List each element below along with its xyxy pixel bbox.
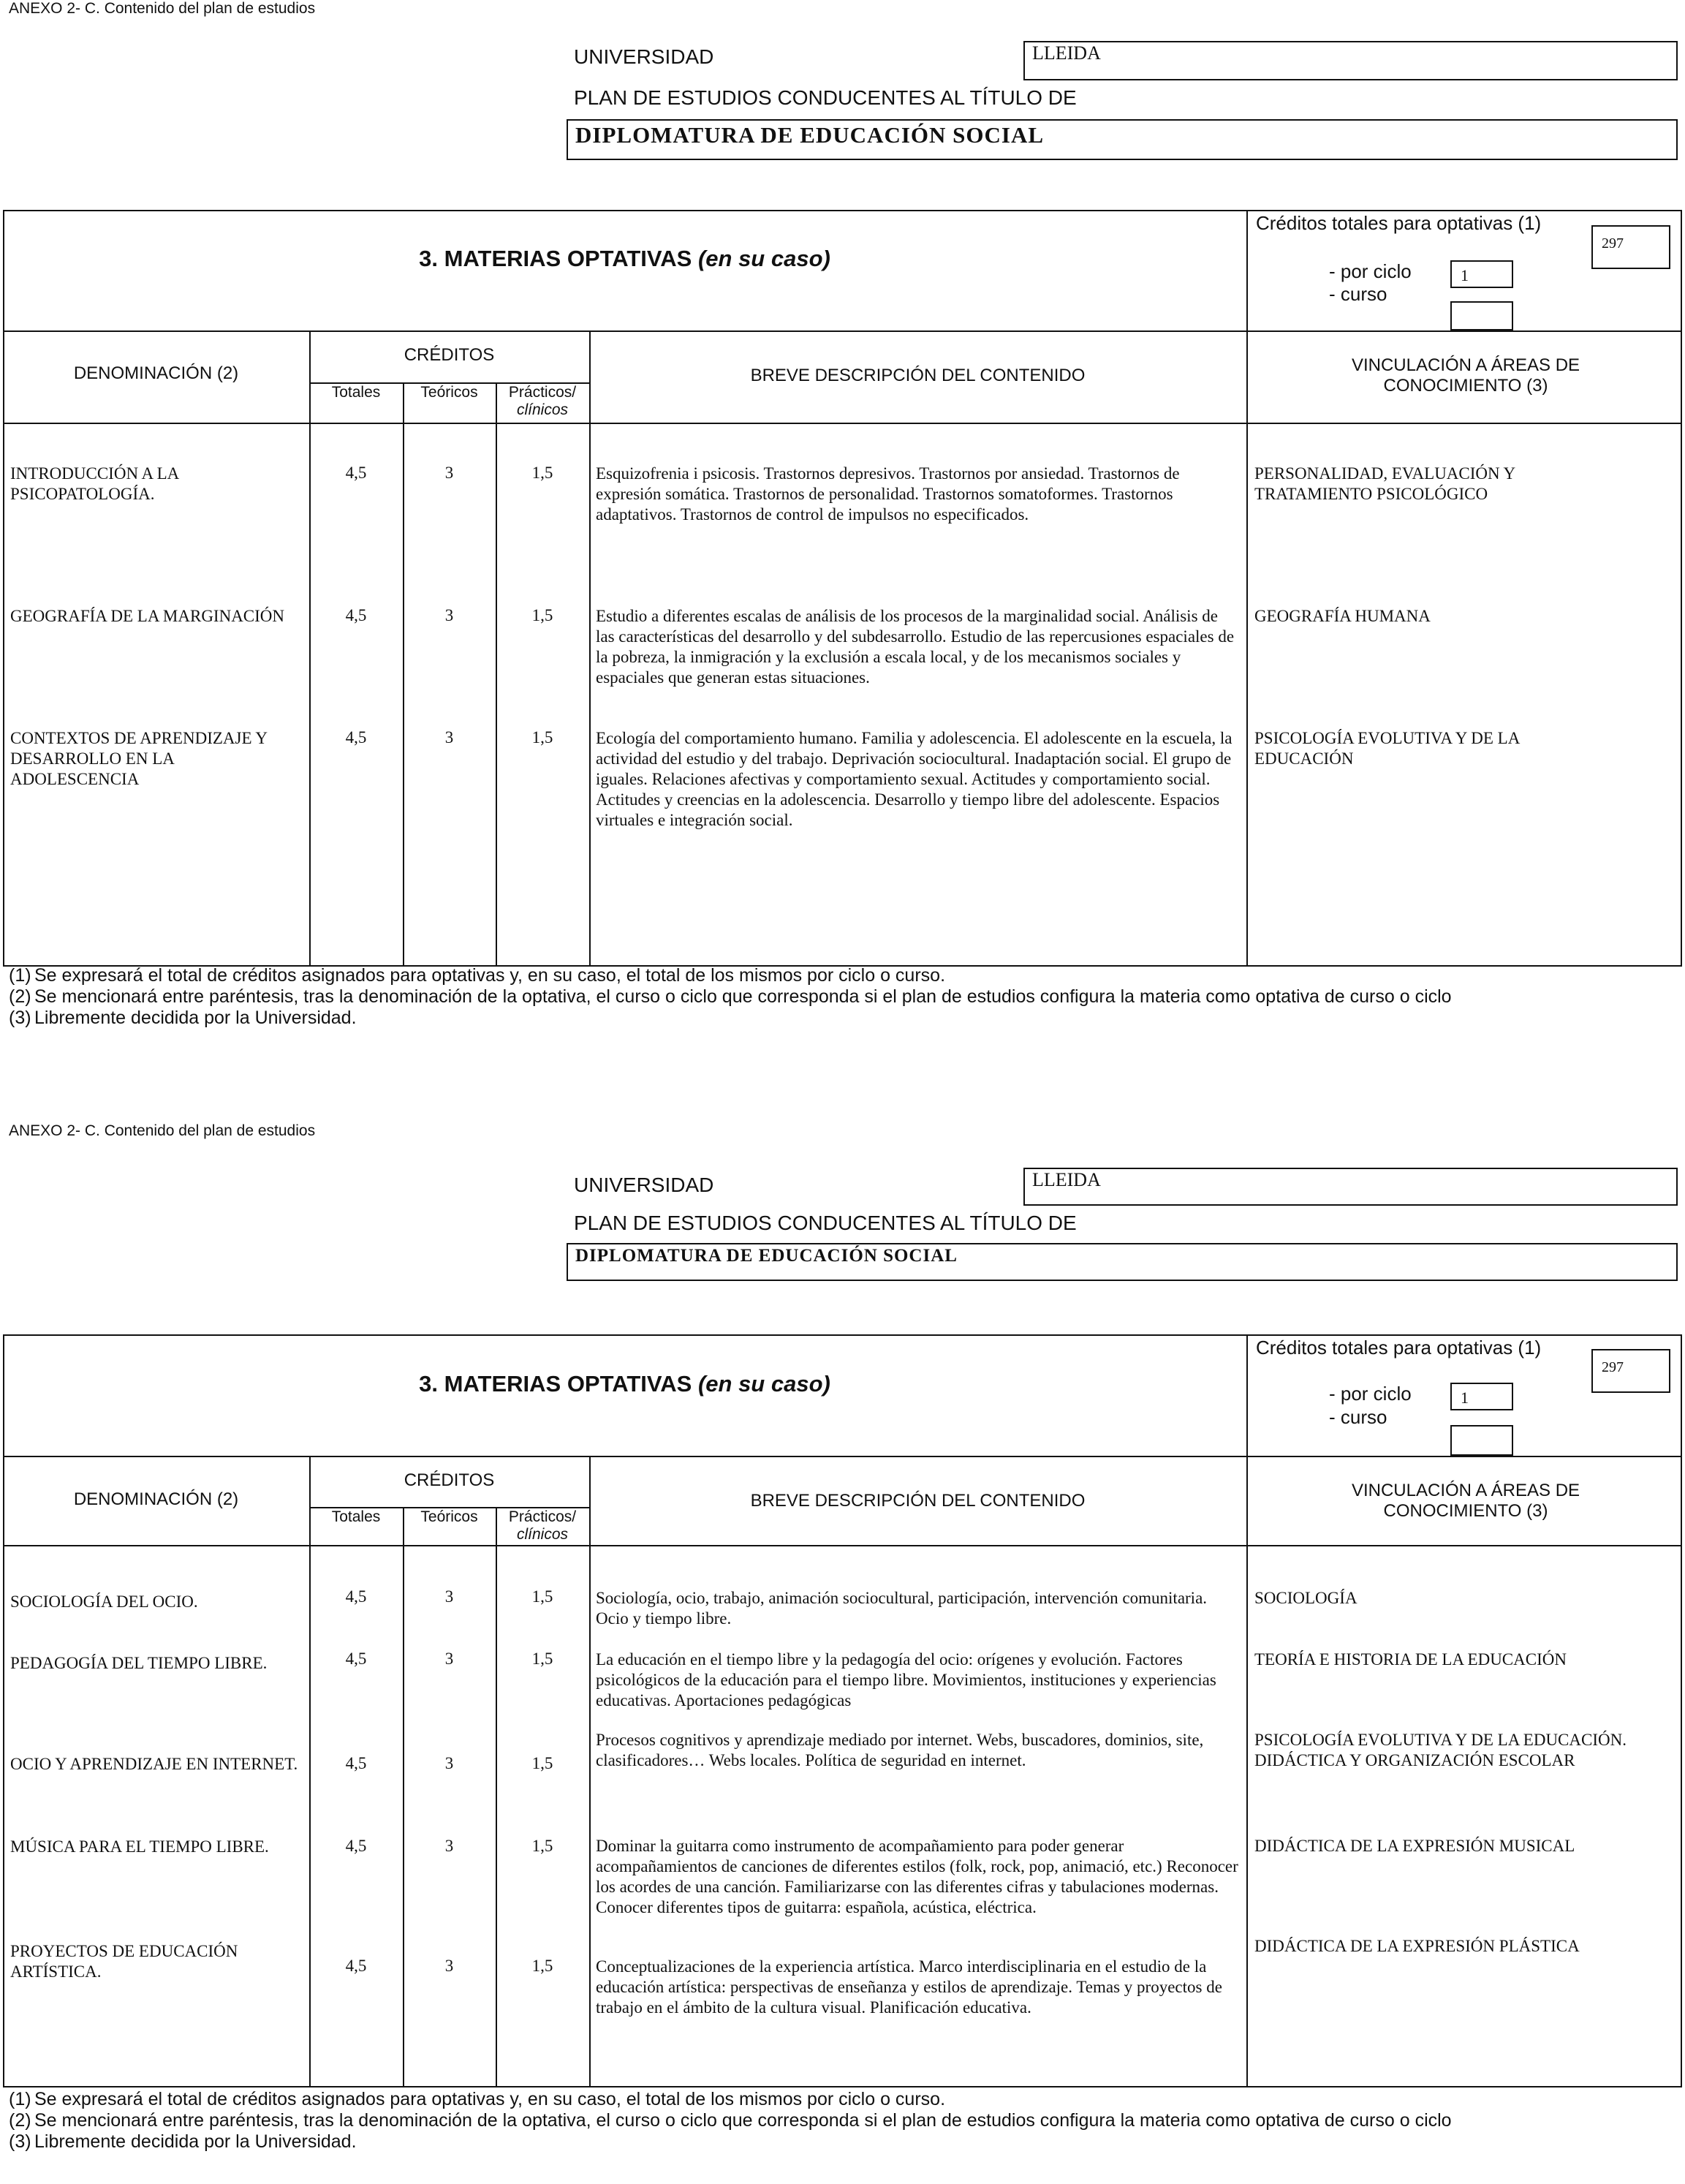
por-ciclo-label: - por ciclo: [1329, 260, 1412, 282]
section-title: [3, 246, 1246, 272]
row-name: PEDAGOGÍA DEL TIEMPO LIBRE.: [10, 1654, 268, 1672]
col-descripcion: BREVE DESCRIPCIÓN DEL CONTENIDO: [750, 1491, 1086, 1511]
row-totales: 4,5: [345, 464, 367, 482]
row-name: CONTEXTOS DE APRENDIZAJE Y DESARROLLO EN LA ADOLESCENCIA: [10, 729, 268, 788]
row-name: MÚSICA PARA EL TIEMPO LIBRE.: [10, 1837, 269, 1856]
row-name: INTRODUCCIÓN A LA PSICOPATOLOGÍA.: [10, 464, 179, 503]
footnote-text: Libremente decidida por la Universidad.: [34, 2131, 357, 2152]
row-teoricos: 3: [444, 1957, 454, 1975]
row-description: Estudio a diferentes escalas de análisis de los procesos de la marginalidad social. Análisis de las características del desarrollo y del subdesarrollo. Estudio de las repercusiones espaciales de la pobreza, la inmigración y la exclusión a escala local, y de los mecanismos sociales y espaciales que generan estas situaciones.: [596, 607, 1235, 687]
document-page-2: [0, 1122, 1685, 2184]
row-name: SOCIOLOGÍA DEL OCIO.: [10, 1592, 198, 1611]
footnote-text: Se expresará el total de créditos asignados para optativas y, en su caso, el total de los mismos por ciclo o curso.: [34, 2089, 946, 2109]
credits-total-box: [1591, 225, 1670, 269]
curso-box: [1450, 1425, 1513, 1456]
footnote: [9, 2089, 1675, 2110]
footnote-number: (1): [9, 2089, 31, 2109]
footnote-text: Se mencionará entre paréntesis, tras la denominación de la optativa, el curso o ciclo que corresponda si el plan de estudios configura la materia como optativa de curso o ciclo: [34, 2110, 1452, 2131]
col-vinculacion: VINCULACIÓN A ÁREAS DE CONOCIMIENTO (3): [1351, 355, 1580, 396]
row-name: GEOGRAFÍA DE LA MARGINACIÓN: [10, 607, 285, 625]
row-teoricos: 3: [444, 728, 454, 747]
col-teoricos: Teóricos: [420, 384, 478, 401]
col-creditos: CRÉDITOS: [404, 1470, 495, 1490]
por-ciclo-value: 1: [1461, 266, 1469, 284]
footnote-number: (2): [9, 986, 31, 1007]
row-practicos: 1,5: [531, 1957, 553, 1975]
row-practicos: 1,5: [531, 464, 553, 482]
footnote-text: Se mencionará entre paréntesis, tras la denominación de la optativa, el curso o ciclo que corresponda si el plan de estudios configura la materia como optativa de curso o ciclo: [34, 986, 1452, 1007]
row-teoricos: 3: [444, 1587, 454, 1606]
row-totales: 4,5: [345, 606, 367, 624]
footnote-text: Se expresará el total de créditos asignados para optativas y, en su caso, el total de los mismos por ciclo o curso.: [34, 965, 946, 986]
row-practicos: 1,5: [531, 728, 553, 747]
footnotes: [9, 2089, 1675, 2153]
credits-total-value: 297: [1602, 235, 1624, 252]
por-ciclo-box: [1450, 260, 1513, 288]
row-totales: 4,5: [345, 728, 367, 747]
col-teoricos: Teóricos: [420, 1508, 478, 1525]
row-teoricos: 3: [444, 1650, 454, 1668]
row-totales: 4,5: [345, 1650, 367, 1668]
section-title-main: 3. MATERIAS OPTATIVAS: [419, 246, 692, 271]
row-description: Ecología del comportamiento humano. Familia y adolescencia. El adolescente en la escuela, la actividad del estudio y del trabajo. Deprivación sociocultural. Inadaptación social. El grupo de iguales. Relaciones afectivas y comportamiento sexual. Actitudes y comportamiento social. Actitudes y creencias en la adolescencia. Desarrollo y tiempo libre del adolescente. Espacios virtuales e integración social.: [596, 729, 1232, 829]
row-description: Conceptualizaciones de la experiencia artística. Marco interdisciplinaria en el estudio de la educación artística: perspectivas de enseñanza y estilos de aprendizaje. Temas y proyectos de trabajo en el ámbito de la cultura visual. Planificación educativa.: [596, 1957, 1222, 2017]
footnote: [9, 2110, 1675, 2131]
row-name: PROYECTOS DE EDUCACIÓN ARTÍSTICA.: [10, 1942, 238, 1981]
footnotes: [9, 965, 1675, 1029]
row-totales: 4,5: [345, 1587, 367, 1606]
plan-field: [567, 1243, 1678, 1281]
university-label: UNIVERSIDAD: [574, 1174, 714, 1196]
annex-label: ANEXO 2- C. Contenido del plan de estudios: [9, 1122, 316, 1139]
col-descripcion: BREVE DESCRIPCIÓN DEL CONTENIDO: [750, 366, 1086, 385]
university-field: [1023, 1168, 1678, 1206]
row-teoricos: 3: [444, 464, 454, 482]
university-value: LLEIDA: [1032, 1169, 1101, 1190]
row-teoricos: 3: [444, 606, 454, 624]
row-description: La educación en el tiempo libre y la pedagogía del ocio: orígenes y evolución. Factores psicológicos de la educación para el tiempo libre. Movimientos, instituciones y experiencias educativas. Aportaciones pedagógicas: [596, 1650, 1216, 1709]
por-ciclo-value: 1: [1461, 1388, 1469, 1407]
row-description: Esquizofrenia i psicosis. Trastornos depresivos. Trastornos por ansiedad. Trastornos de expresión somática. Trastornos de personalidad. Trastornos somatoformes. Trastornos adaptativos. Trastornos de control de impulsos no especificados.: [596, 464, 1180, 524]
plan-field: [567, 119, 1678, 160]
footnote: [9, 2131, 1675, 2153]
footnote-number: (3): [9, 1008, 31, 1028]
curso-label: - curso: [1329, 283, 1387, 305]
col-practicos-line2: clínicos: [516, 1526, 569, 1543]
credits-total-value: 297: [1602, 1359, 1624, 1375]
col-practicos-line1: Prácticos/: [508, 384, 577, 401]
annex-label: ANEXO 2- C. Contenido del plan de estudios: [9, 0, 316, 17]
row-description: Dominar la guitarra como instrumento de acompañamiento para poder generar acompañamientos de canciones de diferentes estilos (folk, rock, pop, animació, etc.) Reconocer los acordes de una canción. Familiarizarse con las diferentes cifras y tabulaciones modernas. Conocer diferentes tipos de guitarra: española, acústica, eléctrica.: [596, 1837, 1238, 1916]
row-practicos: 1,5: [531, 1754, 553, 1772]
row-area: SOCIOLOGÍA: [1254, 1589, 1358, 1607]
row-totales: 4,5: [345, 1957, 367, 1975]
subjects-table: [3, 210, 1682, 967]
row-area: DIDÁCTICA DE LA EXPRESIÓN MUSICAL: [1254, 1837, 1575, 1855]
footnote-number: (2): [9, 2110, 31, 2131]
curso-label: - curso: [1329, 1406, 1387, 1428]
row-practicos: 1,5: [531, 1837, 553, 1855]
credits-total-label: Créditos totales para optativas (1): [1256, 1337, 1542, 1359]
university-value: LLEIDA: [1032, 42, 1101, 64]
row-practicos: 1,5: [531, 606, 553, 624]
section-title: [3, 1371, 1246, 1397]
row-area: DIDÁCTICA DE LA EXPRESIÓN PLÁSTICA: [1254, 1937, 1580, 1955]
row-teoricos: 3: [444, 1754, 454, 1772]
footnote: [9, 986, 1675, 1008]
university-label: UNIVERSIDAD: [574, 45, 714, 68]
footnote: [9, 1008, 1675, 1029]
col-creditos: CRÉDITOS: [404, 345, 495, 365]
row-description: Sociología, ocio, trabajo, animación sociocultural, participación, intervención comunitaria. Ocio y tiempo libre.: [596, 1589, 1208, 1628]
row-practicos: 1,5: [531, 1650, 553, 1668]
section-title-main: 3. MATERIAS OPTATIVAS: [419, 1371, 692, 1397]
plan-label: PLAN DE ESTUDIOS CONDUCENTES AL TÍTULO DE: [574, 1212, 1077, 1234]
footnote-number: (3): [9, 2131, 31, 2152]
row-area: PERSONALIDAD, EVALUACIÓN Y TRATAMIENTO PSICOLÓGICO: [1254, 464, 1515, 503]
por-ciclo-label: - por ciclo: [1329, 1383, 1412, 1405]
row-totales: 4,5: [345, 1754, 367, 1772]
plan-value: DIPLOMATURA DE EDUCACIÓN SOCIAL: [575, 122, 1045, 148]
col-totales: Totales: [331, 384, 381, 401]
row-area: GEOGRAFÍA HUMANA: [1254, 607, 1431, 625]
footnote-text: Libremente decidida por la Universidad.: [34, 1008, 357, 1028]
credits-total-box: [1591, 1349, 1670, 1393]
row-area: PSICOLOGÍA EVOLUTIVA Y DE LA EDUCACIÓN: [1254, 729, 1520, 768]
row-teoricos: 3: [444, 1837, 454, 1855]
plan-label: PLAN DE ESTUDIOS CONDUCENTES AL TÍTULO DE: [574, 86, 1077, 109]
col-practicos: [496, 384, 589, 419]
row-description: Procesos cognitivos y aprendizaje mediado por internet. Webs, buscadores, dominios, site, clasificadores… Webs locales. Política de seguridad en internet.: [596, 1731, 1204, 1769]
curso-box: [1450, 301, 1513, 330]
plan-value: DIPLOMATURA DE EDUCACIÓN SOCIAL: [575, 1246, 958, 1266]
col-practicos: [496, 1508, 589, 1543]
col-totales: Totales: [331, 1508, 381, 1525]
section-title-note: (en su caso): [697, 1371, 830, 1397]
credits-total-label: Créditos totales para optativas (1): [1256, 212, 1542, 234]
row-practicos: 1,5: [531, 1587, 553, 1606]
col-practicos-line1: Prácticos/: [508, 1508, 577, 1525]
col-denominacion: DENOMINACIÓN (2): [73, 1489, 239, 1509]
por-ciclo-box: [1450, 1383, 1513, 1410]
col-denominacion: DENOMINACIÓN (2): [73, 363, 239, 383]
row-name: OCIO Y APRENDIZAJE EN INTERNET.: [10, 1755, 298, 1773]
university-field: [1023, 41, 1678, 80]
row-totales: 4,5: [345, 1837, 367, 1855]
row-area: PSICOLOGÍA EVOLUTIVA Y DE LA EDUCACIÓN. DIDÁCTICA Y ORGANIZACIÓN ESCOLAR: [1254, 1731, 1627, 1769]
col-vinculacion: VINCULACIÓN A ÁREAS DE CONOCIMIENTO (3): [1351, 1481, 1580, 1521]
row-area: TEORÍA E HISTORIA DE LA EDUCACIÓN: [1254, 1650, 1567, 1669]
col-practicos-line2: clínicos: [516, 401, 569, 418]
section-title-note: (en su caso): [697, 246, 830, 271]
footnote: [9, 965, 1675, 986]
footnote-number: (1): [9, 965, 31, 986]
